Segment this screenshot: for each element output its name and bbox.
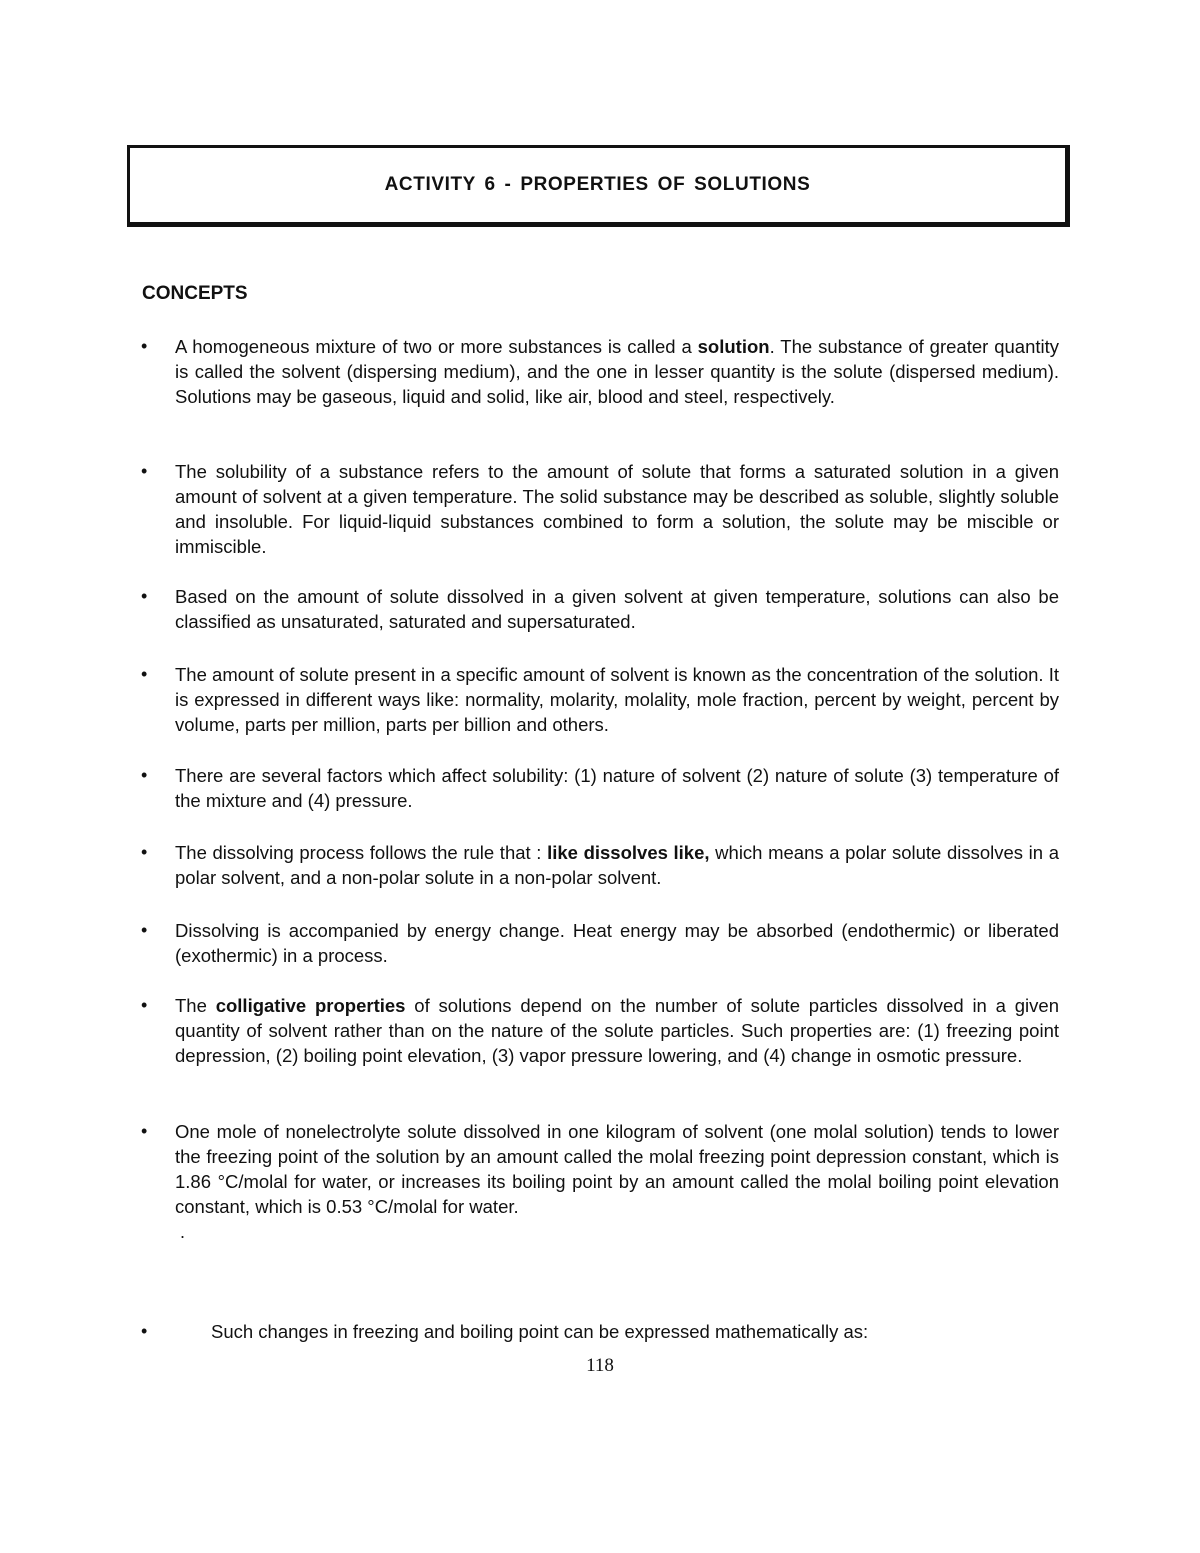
- bullet-text: Such changes in freezing and boiling point can be expressed mathematically as:: [211, 1321, 869, 1342]
- bullet-text: There are several factors which affect solubility: (1) nature of solvent (2) nature of solute (3) temperature of the mixture and (4) pressure.: [175, 765, 1059, 811]
- bullet-icon: •: [141, 461, 148, 481]
- page-number: 118: [586, 1355, 614, 1376]
- bullet-item-saturation: [141, 584, 1059, 634]
- bullet-item-solubility: [141, 459, 1059, 559]
- bullet-item-molal-constants: [141, 1119, 1059, 1219]
- bullet-text: Dissolving is accompanied by energy change. Heat energy may be absorbed (endothermic) or liberated (exothermic) in a process.: [175, 920, 1059, 966]
- bold-term-solution: solution: [697, 336, 770, 357]
- page-title: ACTIVITY 6 - PROPERTIES OF SOLUTIONS: [384, 174, 811, 195]
- bullet-icon: •: [141, 995, 148, 1015]
- bullet-icon: •: [141, 586, 148, 606]
- bullet-icon: •: [141, 664, 148, 684]
- bullet-item-energy-change: [141, 918, 1059, 968]
- bullet-text: The colligative properties of solutions depend on the number of solute particles dissolved in a given quantity of solvent rather than on the nature of the solute particles. Such properties are: (1) freezing point depression, (2) boiling point elevation, (3) vapor pressure lowering, and (4) change in osmotic pressure.: [175, 995, 1059, 1066]
- bold-term-colligative-properties: colligative properties: [215, 995, 406, 1016]
- bullet-icon: •: [141, 842, 148, 862]
- bullet-icon: •: [141, 1321, 148, 1341]
- stray-period-mark: .: [180, 1222, 186, 1242]
- bullet-text: The dissolving process follows the rule that : like dissolves like, which means a polar solute dissolves in a polar solvent, and a non-polar solute in a non-polar solvent.: [175, 842, 1059, 888]
- bullet-item-solution-definition: [141, 334, 1059, 409]
- bullet-text: The amount of solute present in a specific amount of solvent is known as the concentration of the solution. It is expressed in different ways like: normality, molarity, molality, mole fraction, percent by weight, percent by volume, parts per million, parts per billion and others.: [175, 664, 1059, 735]
- bullet-item-like-dissolves-like: [141, 840, 1059, 890]
- bullet-text: A homogeneous mixture of two or more substances is called a solution. The substance of greater quantity is called the solvent (dispersing medium), and the one in lesser quantity is the solute (dispersed medium). Solutions may be gaseous, liquid and solid, like air, blood and steel, respectively.: [175, 336, 1059, 407]
- bullet-icon: •: [141, 920, 148, 940]
- bullet-text: One mole of nonelectrolyte solute dissolved in one kilogram of solvent (one molal solution) tends to lower the freezing point of the solution by an amount called the molal freezing point depression constant, which is 1.86 °C/molal for water, or increases its boiling point by an amount called the molal boiling point elevation constant, which is 0.53 °C/molal for water.: [175, 1121, 1059, 1217]
- bullet-item-mathematical-expression: [141, 1319, 1059, 1344]
- bullet-icon: •: [141, 765, 148, 785]
- bullet-text: The solubility of a substance refers to the amount of solute that forms a saturated solution in a given amount of solvent at a given temperature. The solid substance may be described as soluble, slightly soluble and insoluble. For liquid-liquid substances combined to form a solution, the solute may be miscible or immiscible.: [175, 461, 1059, 557]
- bullet-item-concentration: [141, 662, 1059, 737]
- bullet-text: Based on the amount of solute dissolved in a given solvent at given temperature, solutions can also be classified as unsaturated, saturated and supersaturated.: [175, 586, 1059, 632]
- bold-term-like-dissolves-like: like dissolves like,: [547, 842, 710, 863]
- section-heading-concepts: CONCEPTS: [142, 283, 248, 304]
- bullet-icon: •: [141, 336, 148, 356]
- bullet-item-factors: [141, 763, 1059, 813]
- bullet-item-colligative-properties: [141, 993, 1059, 1068]
- bullet-icon: •: [141, 1121, 148, 1141]
